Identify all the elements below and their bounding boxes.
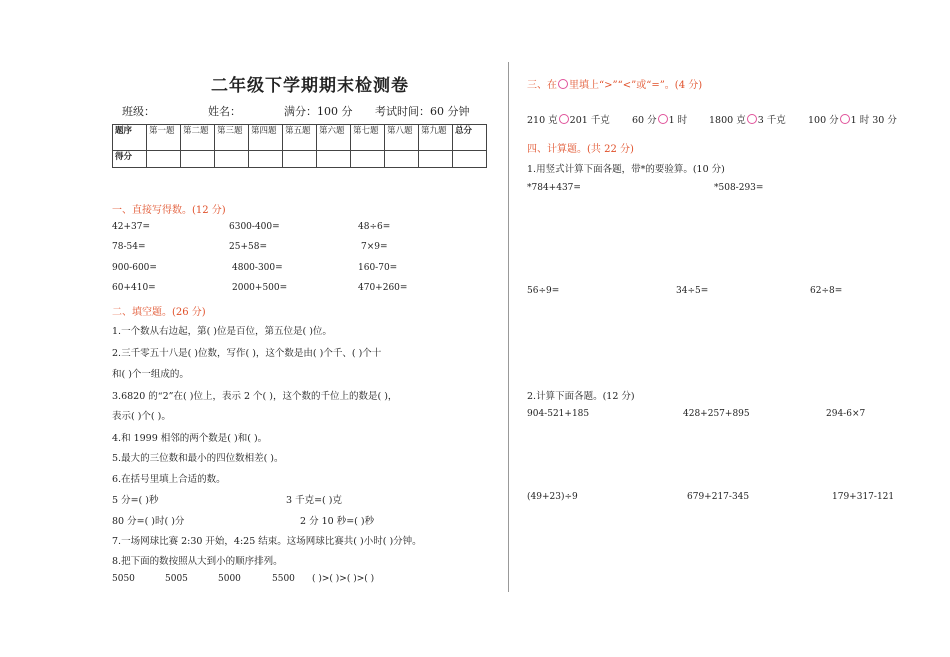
vertical-calc: 34÷5= — [676, 286, 709, 296]
calc-item: 2000+500= — [232, 283, 288, 293]
header-cell: 第四题 — [249, 125, 283, 151]
header-cell: 题序 — [113, 125, 147, 151]
vertical-calc: *784+437= — [527, 183, 581, 193]
compare-left: 210 克 — [527, 115, 558, 126]
question-6: 6.在括号里填上合适的数。 — [112, 474, 226, 485]
score-cell[interactable] — [453, 151, 487, 168]
question-4: 4.和 1999 相邻的两个数是( )和( )。 — [112, 433, 268, 444]
name-label: 姓名： — [208, 105, 241, 118]
compare-right: 1 时 — [668, 115, 688, 126]
calc-item: 4800-300= — [232, 263, 283, 273]
full-score: 满分：100 分 — [284, 105, 353, 118]
header-cell: 第六题 — [317, 125, 351, 151]
order-number: 5050 — [112, 574, 135, 584]
score-header-row — [113, 125, 487, 151]
circle-icon[interactable] — [747, 114, 757, 124]
section1-heading: 一、直接写得数。(12 分) — [112, 205, 226, 216]
exam-time: 考试时间：60 分钟 — [375, 105, 470, 118]
question-3-cont: 表示( )个( )。 — [112, 411, 171, 422]
question-3: 3.6820 的“2”在( )位上，表示 2 个( )，这个数的千位上的数是( )， — [112, 391, 398, 402]
calc-item: 900-600= — [112, 263, 157, 273]
calc-item: 6300-400= — [229, 222, 280, 232]
order-number: 5005 — [165, 574, 188, 584]
vertical-calc: *508-293= — [714, 183, 764, 193]
header-cell: 总分 — [453, 125, 487, 151]
question-6-item: 5 分=( )秒 — [112, 495, 159, 506]
calc-item: 25+58= — [229, 242, 267, 252]
compare-right: 3 千克 — [757, 115, 786, 126]
mixed-calc: 679+217-345 — [687, 492, 750, 502]
header-cell: 第五题 — [283, 125, 317, 151]
question-5: 5.最大的三位数和最小的四位数相差( )。 — [112, 453, 284, 464]
compare-item — [709, 112, 786, 126]
score-cell[interactable] — [215, 151, 249, 168]
calc-item: 78-54= — [112, 242, 146, 252]
calc-item: 48÷6= — [358, 222, 391, 232]
compare-right: 1 时 30 分 — [850, 115, 897, 126]
score-row-label: 得分 — [113, 151, 147, 168]
score-cell[interactable] — [147, 151, 181, 168]
class-label: 班级： — [122, 105, 155, 118]
score-table — [112, 124, 487, 168]
column-divider — [508, 62, 509, 592]
circle-icon — [558, 79, 568, 89]
question-1: 1.一个数从右边起，第( )位是百位，第五位是( )位。 — [112, 326, 332, 337]
score-cell[interactable] — [419, 151, 453, 168]
calc-item: 60+410= — [112, 283, 156, 293]
section3-heading-pre: 三、在 — [527, 80, 557, 91]
header-cell: 第一题 — [147, 125, 181, 151]
page-title: 二年级下学期期末检测卷 — [211, 76, 409, 96]
mixed-calc: (49+23)÷9 — [527, 492, 578, 502]
header-cell: 第八题 — [385, 125, 419, 151]
compare-left: 1800 克 — [709, 115, 746, 126]
score-row — [113, 151, 487, 168]
mixed-calc: 428+257+895 — [683, 409, 750, 419]
score-cell[interactable] — [283, 151, 317, 168]
mixed-calc: 179+317-121 — [832, 492, 895, 502]
calc-item: 7×9= — [361, 242, 388, 252]
header-cell: 第七题 — [351, 125, 385, 151]
header-cell: 第九题 — [419, 125, 453, 151]
question-6-item: 80 分=( )时( )分 — [112, 516, 185, 527]
question-8: 8.把下面的数按照从大到小的顺序排列。 — [112, 556, 283, 567]
question-7: 7.一场网球比赛 2:30 开始，4:25 结束。这场网球比赛共( )小时( )分钟。 — [112, 536, 422, 547]
order-blanks: ( )>( )>( )>( ) — [312, 574, 375, 584]
compare-item — [632, 112, 687, 126]
header-cell: 第三题 — [215, 125, 249, 151]
mixed-calc: 904-521+185 — [527, 409, 590, 419]
circle-icon[interactable] — [840, 114, 850, 124]
question-2: 2.三千零五十八是( )位数，写作( )，这个数是由( )个千、( )个十 — [112, 348, 382, 359]
compare-left: 100 分 — [808, 115, 839, 126]
vertical-calc: 56÷9= — [527, 286, 560, 296]
section3-heading-post: 里填上“>”“<”或“=”。(4 分) — [569, 80, 703, 91]
section4-heading: 四、计算题。(共 22 分) — [527, 144, 634, 155]
question-2-cont: 和( )个一组成的。 — [112, 369, 189, 380]
compare-left: 60 分 — [632, 115, 657, 126]
calc-item: 42+37= — [112, 222, 150, 232]
compare-item — [527, 112, 610, 126]
section3-heading — [527, 76, 702, 91]
mixed-calc: 294-6×7 — [826, 409, 866, 419]
question-6-item: 2 分 10 秒=( )秒 — [300, 516, 375, 527]
compare-right: 201 千克 — [569, 115, 610, 126]
score-cell[interactable] — [181, 151, 215, 168]
order-number: 5500 — [272, 574, 295, 584]
score-cell[interactable] — [317, 151, 351, 168]
score-cell[interactable] — [351, 151, 385, 168]
score-cell[interactable] — [385, 151, 419, 168]
calc-item: 470+260= — [358, 283, 408, 293]
header-cell: 第二题 — [181, 125, 215, 151]
vertical-calc: 62÷8= — [810, 286, 843, 296]
compare-item — [808, 112, 897, 126]
calc-item: 160-70= — [358, 263, 398, 273]
score-cell[interactable] — [249, 151, 283, 168]
order-number: 5000 — [218, 574, 241, 584]
part2-instruction: 2.计算下面各题。(12 分) — [527, 391, 635, 402]
circle-icon[interactable] — [658, 114, 668, 124]
part1-instruction: 1.用竖式计算下面各题，带*的要验算。(10 分) — [527, 164, 725, 175]
circle-icon[interactable] — [559, 114, 569, 124]
question-6-item: 3 千克=( )克 — [286, 495, 342, 506]
section2-heading: 二、填空题。(26 分) — [112, 307, 206, 318]
